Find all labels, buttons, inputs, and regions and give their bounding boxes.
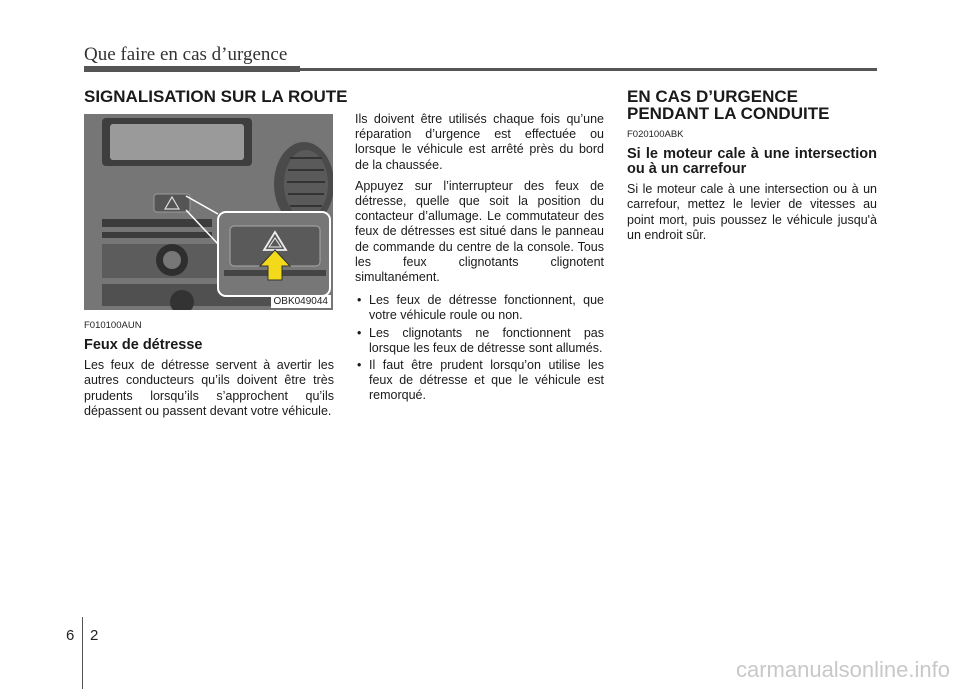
engine-stall-paragraph: Si le moteur cale à une intersection ou à un carrefour, mettez le levier de vitesses au point mort, puis poussez le véhicule jusqu'à un endroit sûr. [627,182,877,242]
subsection-title-hazard-lights: Feux de détresse [84,337,203,354]
subsection-title-engine-stall: Si le moteur cale à une intersection ou à un carrefour [627,146,877,178]
middle-column [355,112,604,406]
paragraph-usage: Ils doivent être utilisés chaque fois qu’une réparation d’urgence est effectuée ou lorsque le véhicule est arrêté près du bord de la chaussée. [355,112,604,172]
hazard-switch-photo [84,114,333,310]
hazard-lights-paragraph: Les feux de détresse servent à avertir les autres conducteurs qu’ils doivent être très prudents lorsqu’ils s’approchent qu’ils dépassent ou passent devant votre véhicule. [84,358,334,418]
paragraph-switch-location: Appuyez sur l’interrupteur des feux de détresse, quelle que soit la position du contacteur d’allumage. Le commutateur des feux de détresses est situé dans le panneau de commande du centre de la console. Tous les feux clignotants clignotent simultanément. [355,178,604,285]
page-divider [82,617,83,689]
section-code: F010100AUN [84,320,142,331]
header-tab-bar [84,66,300,72]
list-item: • Les feux de détresse fonctionnent, que votre véhicule roule ou non. [355,293,604,323]
right-column [627,127,877,249]
section-code: F020100ABK [627,129,684,140]
section-title-road-signals: SIGNALISATION SUR LA ROUTE [84,87,348,106]
notes-list [355,293,604,403]
watermark: carmanualsonline.info [735,657,950,682]
section-title-line-1: EN CAS D’URGENCE [627,87,798,106]
list-item: • Il faut être prudent lorsqu’on utilise les feux de détresse et que le véhicule est remorqué. [355,358,604,404]
section-title-line-2: PENDANT LA CONDUITE [627,104,830,123]
list-item: • Les clignotants ne fonctionnent pas lorsque les feux de détresse sont allumés. [355,326,604,356]
chapter-title: Que faire en cas d’urgence [84,44,288,65]
page-number: 2 [90,627,99,644]
image-code-label: OBK049044 [271,295,332,308]
section-title-driving-emergency [627,88,829,122]
left-column [84,318,334,425]
page-chapter-number: 6 [66,627,75,644]
